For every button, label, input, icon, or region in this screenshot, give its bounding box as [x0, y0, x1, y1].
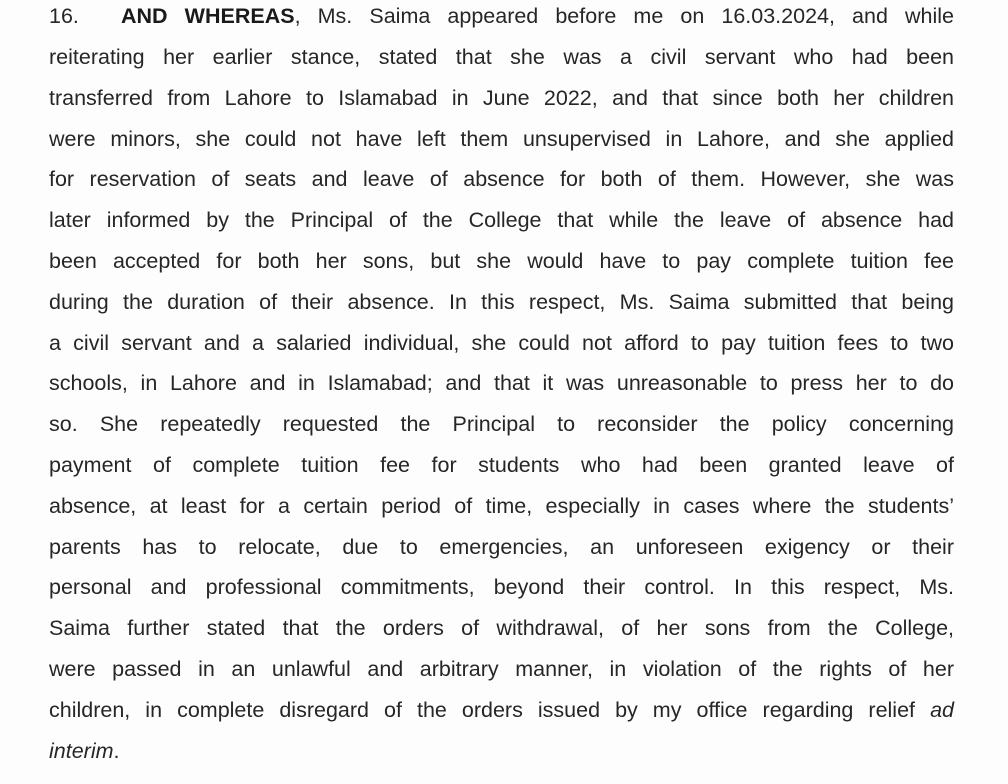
paragraph-line: so. She repeatedly requested the Principal to reconsider the policy concerning: [49, 412, 954, 437]
paragraph-line: payment of complete tuition fee for students who had been granted leave of: [49, 453, 954, 477]
paragraph-line-last: [49, 738, 954, 764]
paragraph-line-1: [49, 3, 954, 29]
italic-term-interim: interim: [49, 738, 114, 763]
paragraph-line: later informed by the Principal of the College that while the leave of absence had: [49, 208, 954, 233]
paragraph-line: been accepted for both her sons, but she would have to pay complete tuition fee: [49, 249, 954, 273]
paragraph-line: schools, in Lahore and in Islamabad; and that it was unreasonable to press her to do: [49, 371, 954, 396]
paragraph-line: parents has to relocate, due to emergencies, an unforeseen exigency or their: [49, 534, 954, 559]
paragraph-line: during the duration of their absence. In this respect, Ms. Saima submitted that being: [49, 289, 954, 314]
paragraph-line: Saima further stated that the orders of withdrawal, of her sons from the College,: [49, 616, 954, 641]
paragraph-line-1-rest: , Ms. Saima appeared before me on 16.03.2024, and while: [294, 4, 955, 28]
paragraph-end-punctuation: .: [113, 738, 120, 763]
paragraph-line: transferred from Lahore to Islamabad in June 2022, and that since both her children: [49, 85, 954, 110]
paragraph-line: were passed in an unlawful and arbitrary manner, in violation of the rights of her: [49, 657, 954, 681]
paragraph-number: 16.: [49, 4, 79, 28]
paragraph-line: absence, at least for a certain period of time, especially in cases where the students’: [49, 493, 954, 518]
paragraph-line: reiterating her earlier stance, stated that she was a civil servant who had been: [49, 45, 954, 69]
paragraph-line-penultimate-text: children, in complete disregard of the orders issued by my office regarding relief: [49, 697, 916, 722]
paragraph-line-penultimate: [49, 697, 954, 723]
paragraph-line: personal and professional commitments, beyond their control. In this respect, Ms.: [49, 575, 954, 600]
italic-term-ad: ad: [930, 697, 954, 722]
paragraph-line: a civil servant and a salaried individual, she could not afford to pay tuition fees to two: [49, 330, 954, 355]
paragraph-line: for reservation of seats and leave of absence for both of them. However, she was: [49, 167, 954, 192]
paragraph-line: were minors, she could not have left them unsupervised in Lahore, and she applied: [49, 126, 954, 151]
paragraph-lead: AND WHEREAS: [121, 4, 295, 28]
